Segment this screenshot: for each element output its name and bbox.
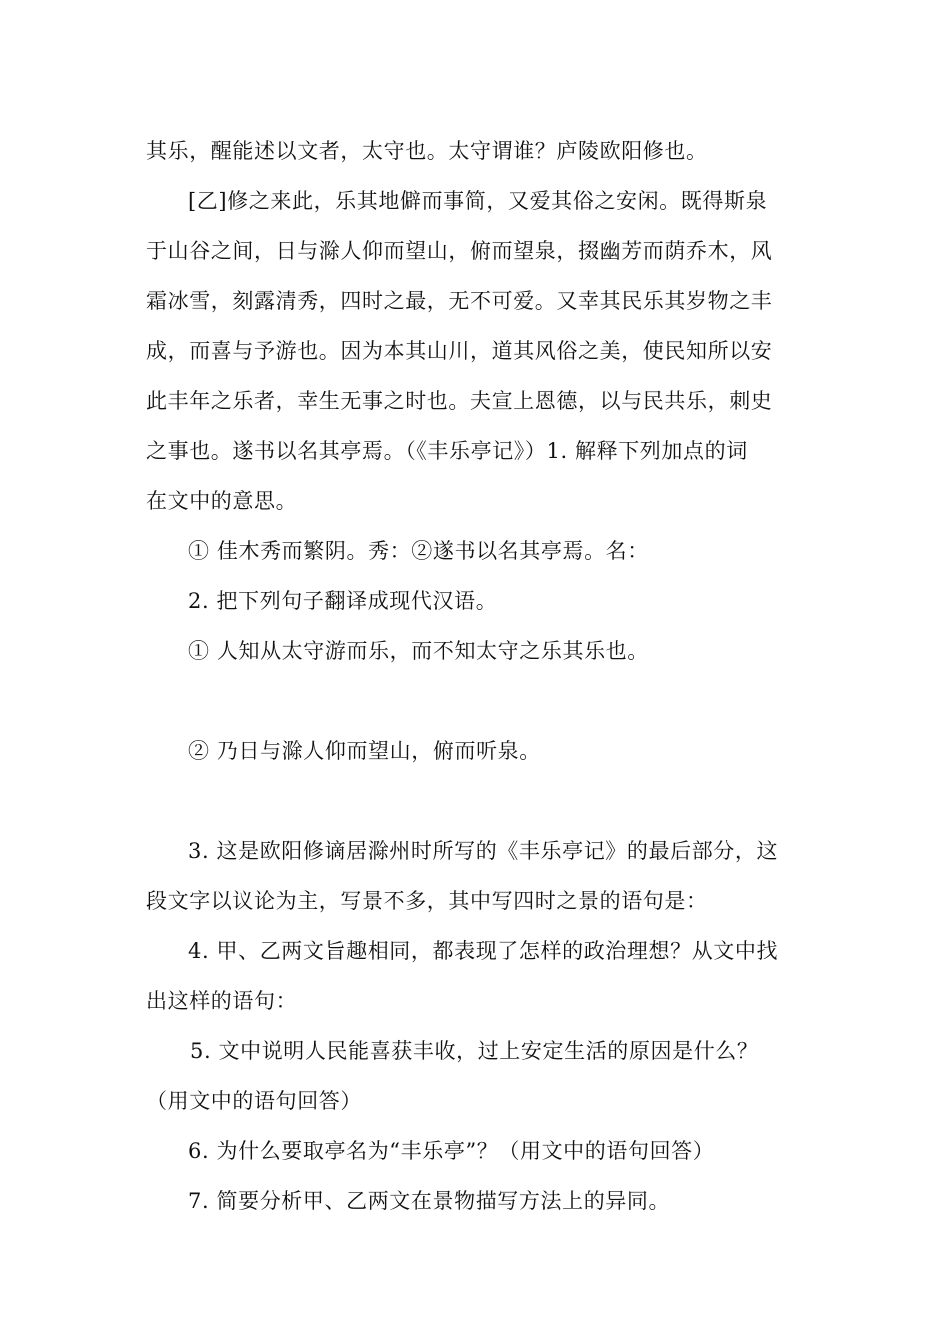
text-line-5: 成，而喜与予游也。因为本其山川，道其风俗之美，使民知所以安	[146, 339, 773, 363]
text-line-6: 此丰年之乐者，幸生无事之时也。夫宣上恩德，以与民共乐，刺史	[146, 389, 773, 413]
text-line-1: 其乐，醒能述以文者，太守也。太守谓谁？庐陵欧阳修也。	[146, 139, 708, 163]
question-4-line-2: 出这样的语句：	[146, 989, 298, 1013]
text-line-2: [乙]修之来此，乐其地僻而事简，又爱其俗之安闲。既得斯泉	[188, 189, 768, 213]
question-4-line-1: 4. 甲、乙两文旨趣相同，都表现了怎样的政治理想？从文中找	[188, 939, 779, 963]
text-line-4: 霜冰雪，刻露清秀，四时之最，无不可爱。又幸其民乐其岁物之丰	[146, 289, 773, 313]
question-2-item-1: ① 人知从太守游而乐，而不知太守之乐其乐也。	[188, 639, 649, 663]
question-5-line-1: 5. 文中说明人民能喜获丰收，过上安定生活的原因是什么？	[190, 1039, 759, 1063]
question-7: 7. 简要分析甲、乙两文在景物描写方法上的异同。	[188, 1189, 671, 1213]
question-2-item-2: ② 乃日与滁人仰而望山，俯而听泉。	[188, 739, 541, 763]
text-line-3: 于山谷之间，日与滁人仰而望山，俯而望泉，掇幽芳而荫乔木，风	[146, 239, 773, 263]
question-5-line-2: （用文中的语句回答）	[146, 1089, 362, 1113]
question-3-line-2: 段文字以议论为主，写景不多，其中写四时之景的语句是：	[146, 889, 708, 913]
question-2-heading: 2. 把下列句子翻译成现代汉语。	[188, 589, 498, 613]
question-1-items: ① 佳木秀而繁阴。秀：②遂书以名其亭焉。名：	[188, 539, 649, 563]
text-line-7: 之事也。遂书以名其亭焉。（《丰乐亭记》）1. 解释下列加点的词	[146, 439, 748, 463]
text-line-8: 在文中的意思。	[146, 489, 298, 513]
question-6: 6. 为什么要取亭名为“丰乐亭”？（用文中的语句回答）	[188, 1139, 715, 1163]
question-3-line-1: 3. 这是欧阳修谪居滁州时所写的《丰乐亭记》的最后部分，这	[188, 839, 779, 863]
